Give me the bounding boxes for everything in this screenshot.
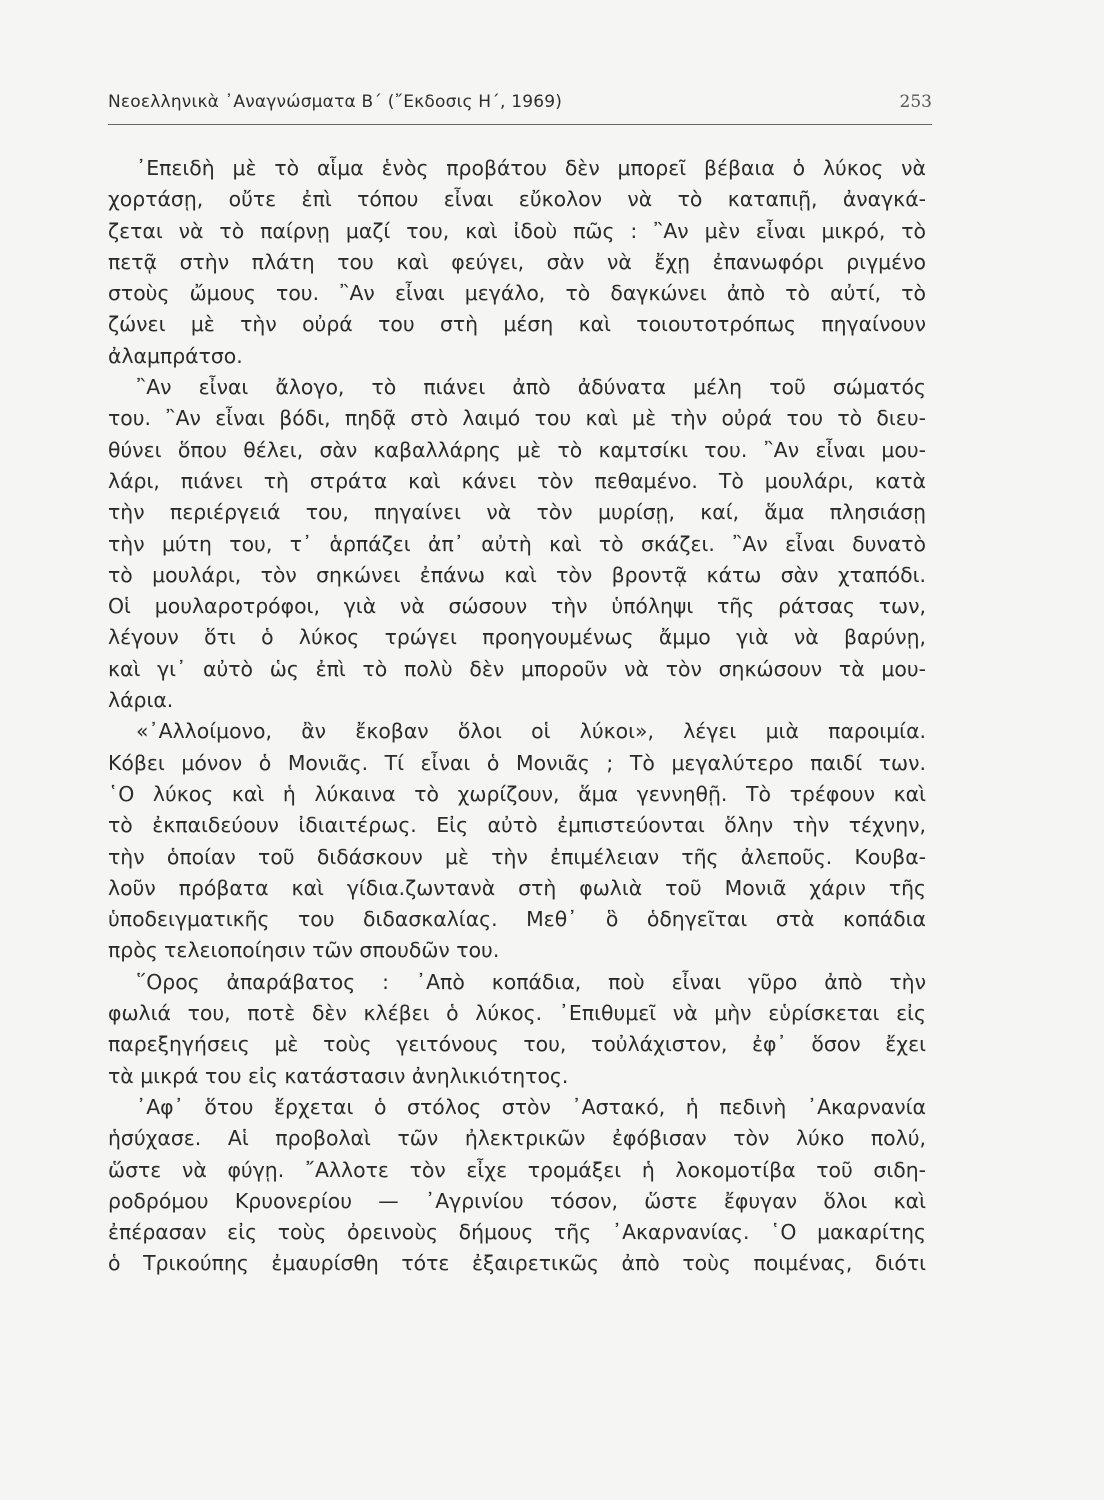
body-text [108,153,926,1280]
text-line: πετᾷ στὴν πλάτη του καὶ φεύγει, σὰν νὰ ἔχῃ ἐπανωφόρι ριγμένο [108,249,926,274]
text-line: ᾿Επειδὴ μὲ τὸ αἷμα ἑνὸς προβάτου δὲν μπορεῖ βέβαια ὁ λύκος νὰ [136,156,926,180]
text-line: ῾Ο λύκος καὶ ἡ λύκαινα τὸ χωρίζουν, ἅμα γεννηθῇ. Τὸ τρέφουν καὶ [108,781,926,806]
text-line: ὁ Τρικούπης ἐμαυρίσθη τότε ἐξαιρετικῶς ἀπὸ τοὺς ποιμένας, διότι [108,1251,926,1276]
text-line: ἀλαμπράτσο. [108,343,243,368]
text-line: στοὺς ὤμους του. ῍Αν εἶναι μεγάλο, τὸ δαγκώνει ἀπὸ τὸ αὐτί, τὸ [108,281,926,306]
text-line: λάρι, πιάνει τὴ στράτα καὶ κάνει τὸν πεθαμένο. Τὸ μουλάρι, κατὰ [108,468,926,493]
text-line: τὴν μύτη του, τ᾿ ἁρπάζει ἀπ᾿ αὐτὴ καὶ τὸ σκάζει. ῍Αν εἶναι δυνατὸ [108,531,926,556]
text-line: φωλιά του, ποτὲ δὲν κλέβει ὁ λύκος. ᾿Επιθυμεῖ νὰ μὴν εὑρίσκεται εἰς [108,1001,926,1026]
text-line: λοῦν πρόβατα καὶ γίδια.ζωντανὰ στὴ φωλιὰ τοῦ Μονιᾶ χάριν τῆς [108,875,926,900]
page-number: 253 [899,92,932,112]
header-rule [108,124,932,125]
text-line: «᾿Αλλοίμονο, ἂν ἔκοβαν ὅλοι οἱ λύκοι», λέγει μιὰ παροιμία. [136,719,926,744]
text-line: Οἱ μουλαροτρόφοι, γιὰ νὰ σώσουν τὴν ὑπόληψι τῆς ράτσας των, [108,594,926,619]
text-line: παρεξηγήσεις μὲ τοὺς γειτόνους του, τοὐλάχιστον, ἐφ᾿ ὅσον ἔχει [108,1032,926,1057]
text-line: πρὸς τελειοποίησιν τῶν σπουδῶν του. [108,938,500,963]
text-line: ᾿Αφ᾿ ὅτου ἔρχεται ὁ στόλος στὸν ᾿Αστακό, ἡ πεδινὴ ᾿Ακαρνανία [136,1094,926,1119]
text-line: λέγουν ὅτι ὁ λύκος τρώγει προηγουμένως ἄμμο γιὰ νὰ βαρύνῃ, [108,625,926,650]
text-line: ἐπέρασαν εἰς τοὺς ὀρεινοὺς δήμους τῆς ᾿Ακαρνανίας. ῾Ο μακαρίτης [108,1220,926,1245]
text-line: ζεται νὰ τὸ παίρνῃ μαζί του, καὶ ἰδοὺ πῶς : ῍Αν μὲν εἶναι μικρό, τὸ [108,218,926,243]
text-line: ῍Αν εἶναι ἄλογο, τὸ πιάνει ἀπὸ ἀδύνατα μέλη τοῦ σώματός [136,375,926,400]
text-line: ἡσύχασε. Αἱ προβολαὶ τῶν ἠλεκτρικῶν ἐφόβισαν τὸν λύκο πολύ, [108,1126,926,1151]
text-line: τὴν περιέργειά του, πηγαίνει νὰ τὸν μυρίσῃ, καί, ἅμα πλησιάσῃ [108,500,926,525]
text-line: τὸ ἐκπαιδεύουν ἰδιαιτέρως. Εἰς αὐτὸ ἐμπιστεύονται ὅλην τὴν τέχνην, [108,813,926,838]
text-line: λάρια. [108,688,174,713]
text-line: ζώνει μὲ τὴν οὐρά του στὴ μέση καὶ τοιουτοτρόπως πηγαίνουν [108,312,926,337]
text-line: ῞Ορος ἀπαράβατος : ᾿Απὸ κοπάδια, ποὺ εἶναι γῦρο ἀπὸ τὴν [136,969,926,994]
running-header [108,92,932,120]
text-line: τὰ μικρά του εἰς κατάστασιν ἀνηλικιότητος. [108,1063,569,1088]
text-line: τὴν ὁποίαν τοῦ διδάσκουν μὲ τὴν ἐπιμέλειαν τῆς ἀλεποῦς. Κουβα- [108,844,926,869]
text-line: καὶ γι᾿ αὐτὸ ὡς ἐπὶ τὸ πολὺ δὲν μποροῦν νὰ τὸν σηκώσουν τὰ μου- [108,656,926,681]
text-line: Κόβει μόνον ὁ Μονιᾶς. Τί εἶναι ὁ Μονιᾶς ; Τὸ μεγαλύτερο παιδί των. [108,750,926,775]
header-title: Νεοελληνικὰ ᾿Αναγνώσματα Β΄ (῎Εκδοσις Η΄, 1969) [108,92,563,112]
text-line: ροδρόμου Κρυονερίου — ᾿Αγρινίου τόσον, ὥστε ἔφυγαν ὅλοι καὶ [108,1188,926,1213]
text-line: θύνει ὅπου θέλει, σὰν καβαλλάρης μὲ τὸ καμτσίκι του. ῍Αν εἶναι μου- [108,437,926,462]
text-line: του. ῍Αν εἶναι βόδι, πηδᾷ στὸ λαιμό του καὶ μὲ τὴν οὐρά του τὸ διευ- [108,406,926,431]
text-line: ὑποδειγματικῆς του διδασκαλίας. Μεθ᾿ ὃ ὁδηγεῖται στὰ κοπάδια [108,907,926,932]
text-line: τὸ μουλάρι, τὸν σηκώνει ἐπάνω καὶ τὸν βροντᾷ κάτω σὰν χταπόδι. [108,562,926,587]
text-line: χορτάσῃ, οὔτε ἐπὶ τόπου εἶναι εὔκολον νὰ τὸ καταπιῇ, ἀναγκά- [108,187,926,212]
text-line: ὥστε νὰ φύγῃ. ῎Αλλοτε τὸν εἶχε τρομάξει ἡ λοκομοτίβα τοῦ σιδη- [108,1157,926,1182]
